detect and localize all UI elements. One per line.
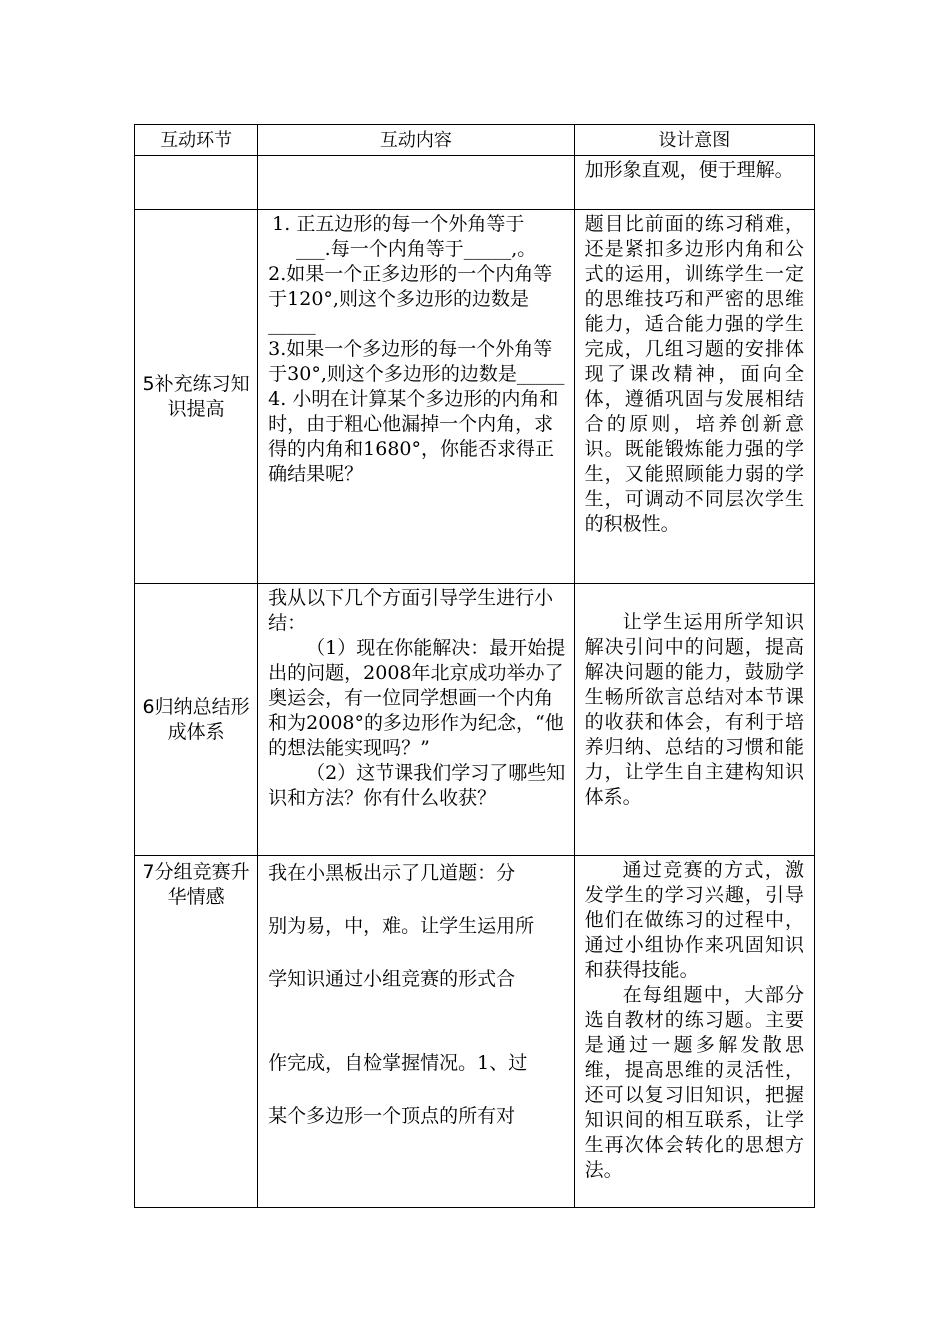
- exercise-3: 3.如果一个多边形的每一个外角等于30°,则这个多边形的边数是_____: [268, 338, 565, 385]
- exercise-1: 1. 正五边形的每一个外角等于: [272, 213, 525, 235]
- exercise-1-cont: ___.每一个内角等于_____,。: [296, 238, 537, 260]
- content-cell: [258, 584, 574, 856]
- stage-cell: 6归纳总结形成体系: [135, 584, 258, 856]
- intent-text: 加形象直观，便于理解。: [584, 159, 794, 181]
- table-row: [135, 856, 815, 1208]
- contest-line: 某个多边形一个顶点的所有对: [268, 1105, 516, 1127]
- stage-cell: 7分组竞赛升华情感: [135, 856, 258, 1208]
- contest-line: 作完成，自检掌握情况。1、过: [268, 1052, 528, 1074]
- stage-cell: 5补充练习知识提高: [135, 210, 258, 584]
- summary-intro: 我从以下几个方面引导学生进行小结：: [268, 587, 554, 634]
- intent-cell: [574, 584, 814, 856]
- content-cell: [258, 856, 574, 1208]
- content-cell: [258, 210, 574, 584]
- intent-cell: [574, 156, 814, 210]
- contest-line: 学知识通过小组竞赛的形式合: [268, 968, 516, 990]
- summary-point-1: （1）现在你能解决：最开始提出的问题，2008年北京成功举办了奥运会，有一位同学想画一个内角和为2008°的多边形作为纪念，“他的想法能实现吗？”: [268, 637, 566, 759]
- stage-cell: [135, 156, 258, 210]
- header-intent: 设计意图: [574, 125, 814, 156]
- table-row: [135, 584, 815, 856]
- intent-cell: [574, 210, 814, 584]
- contest-line: 别为易，中，难。让学生运用所: [268, 915, 535, 937]
- intent-text: 让学生运用所学知识解决引问中的问题，提高解决问题的能力，鼓励学生畅所欲言总结对本节课的收获和体会，有利于培养归纳、总结的习惯和能力，让学生自主建构知识体系。: [584, 611, 804, 808]
- exercise-2: 2.如果一个正多边形的一个内角等于120°,则这个多边形的边数是_____: [268, 263, 553, 335]
- contest-line: 我在小黑板出示了几道题：分: [268, 862, 516, 884]
- exercise-4: 4. 小明在计算某个多边形的内角和时，由于粗心他漏掉一个内角，求得的内角和1680°，你能否求得正确结果呢？: [268, 388, 559, 485]
- table-row: [135, 210, 815, 584]
- table-header-row: [135, 125, 815, 156]
- intent-text: 通过竞赛的方式，激发学生的学习兴趣，引导他们在做练习的过程中，通过小组协作来巩固知识和获得技能。: [584, 859, 804, 981]
- content-cell: [258, 156, 574, 210]
- lesson-plan-table: [134, 124, 815, 1208]
- summary-point-2: （2）这节课我们学习了哪些知识和方法？你有什么收获？: [268, 762, 566, 809]
- intent-text: 题目比前面的练习稍难，还是紧扣多边形内角和公式的运用，训练学生一定的思维技巧和严密的思维能力，适合能力强的学生完成，几组习题的安排体现了课改精神，面向全体，遵循巩固与发展相结合的原则，培养创新意识。既能锻炼能力强的学生，又能照顾能力弱的学生，可调动不同层次学生的积极性。: [584, 213, 804, 535]
- header-content: 互动内容: [258, 125, 574, 156]
- intent-cell: [574, 856, 814, 1208]
- header-stage: 互动环节: [135, 125, 258, 156]
- intent-text: 在每组题中，大部分选自教材的练习题。主要是通过一题多解发散思维，提高思维的灵活性，还可以复习旧知识，把握知识间的相互联系，让学生再次体会转化的思想方法。: [584, 984, 804, 1181]
- table-row: [135, 156, 815, 210]
